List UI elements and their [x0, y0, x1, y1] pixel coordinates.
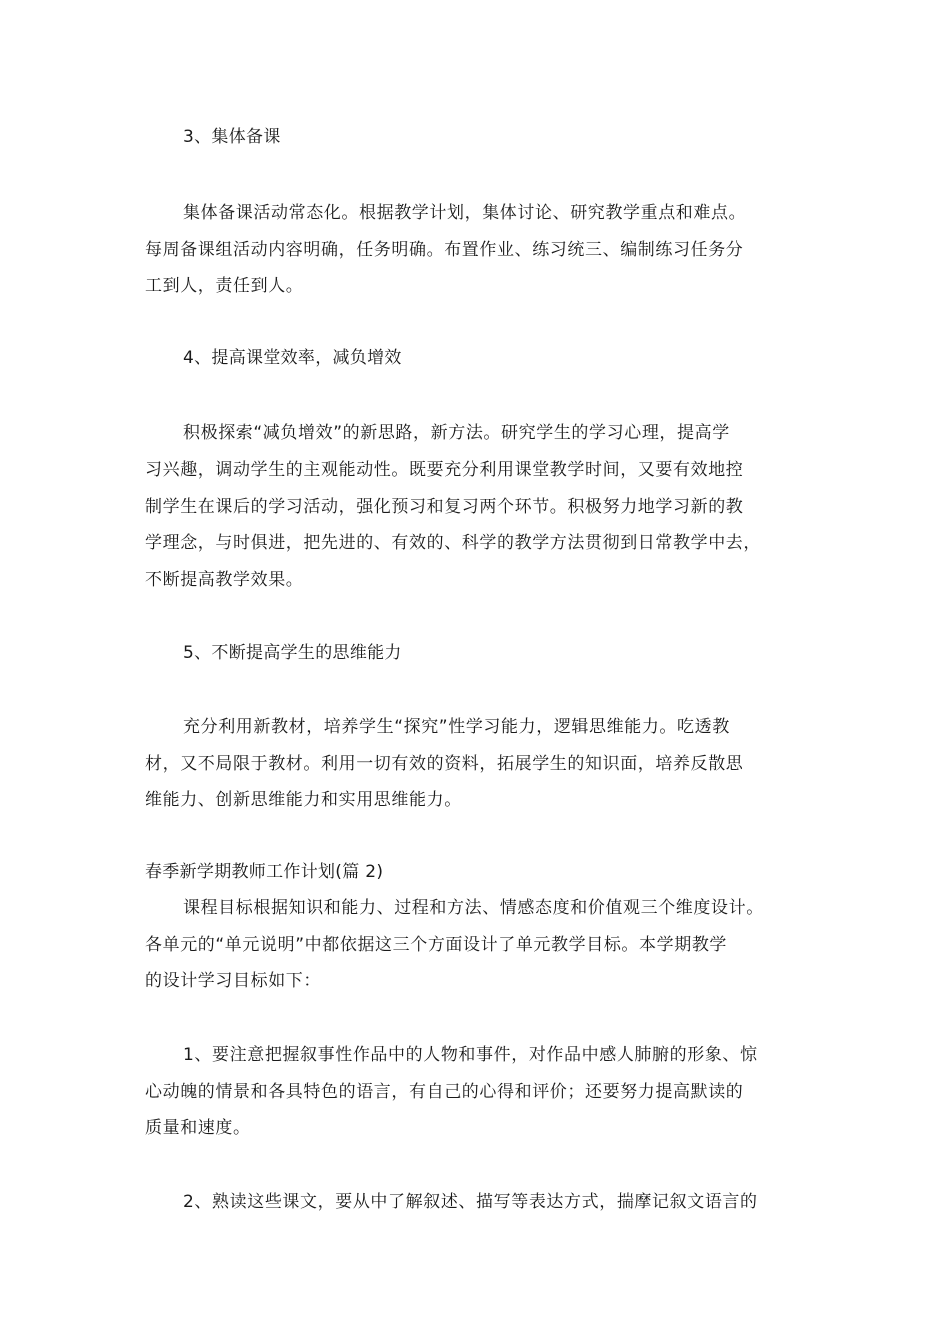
- list-item-line: 1、要注意把握叙事性作品中的人物和事件，对作品中感人肺腑的形象、惊: [183, 1045, 758, 1065]
- paragraph-line: 各单元的“单元说明”中都依据这三个方面设计了单元教学目标。本学期教学: [145, 935, 728, 955]
- list-item-line: 2、熟读这些课文，要从中了解叙述、描写等表达方式，揣摩记叙文语言的: [183, 1192, 758, 1212]
- section-heading: 4、提高课堂效率，减负增效: [183, 348, 402, 368]
- paragraph-line: 充分利用新教材，培养学生“探究”性学习能力，逻辑思维能力。吃透教: [183, 717, 730, 737]
- paragraph-line: 维能力、创新思维能力和实用思维能力。: [145, 790, 462, 810]
- list-item-line: 质量和速度。: [145, 1118, 251, 1138]
- paragraph-line: 积极探索“减负增效”的新思路，新方法。研究学生的学习心理，提高学: [183, 423, 730, 443]
- list-item-line: 心动魄的情景和各具特色的语言，有自己的心得和评价；还要努力提高默读的: [145, 1082, 744, 1102]
- part-title: 春季新学期教师工作计划(篇 2): [145, 862, 384, 882]
- paragraph-line: 材，又不局限于教材。利用一切有效的资料，拓展学生的知识面，培养反散思: [145, 754, 744, 774]
- paragraph-line: 每周备课组活动内容明确，任务明确。布置作业、练习统三、编制练习任务分: [145, 240, 744, 260]
- paragraph-line: 学理念，与时俱进，把先进的、有效的、科学的教学方法贯彻到日常教学中去，: [145, 533, 761, 553]
- paragraph-line: 工到人，责任到人。: [145, 276, 304, 296]
- paragraph-line: 不断提高教学效果。: [145, 570, 304, 590]
- paragraph-line: 集体备课活动常态化。根据教学计划，集体讨论、研究教学重点和难点。: [183, 203, 747, 223]
- paragraph-line: 习兴趣，调动学生的主观能动性。既要充分利用课堂教学时间，又要有效地控: [145, 460, 744, 480]
- section-heading: 3、集体备课: [183, 127, 281, 147]
- section-heading: 5、不断提高学生的思维能力: [183, 643, 402, 663]
- paragraph-line: 制学生在课后的学习活动，强化预习和复习两个环节。积极努力地学习新的教: [145, 497, 744, 517]
- paragraph-line: 课程目标根据知识和能力、过程和方法、情感态度和价值观三个维度设计。: [183, 898, 764, 918]
- paragraph-line: 的设计学习目标如下：: [145, 971, 321, 991]
